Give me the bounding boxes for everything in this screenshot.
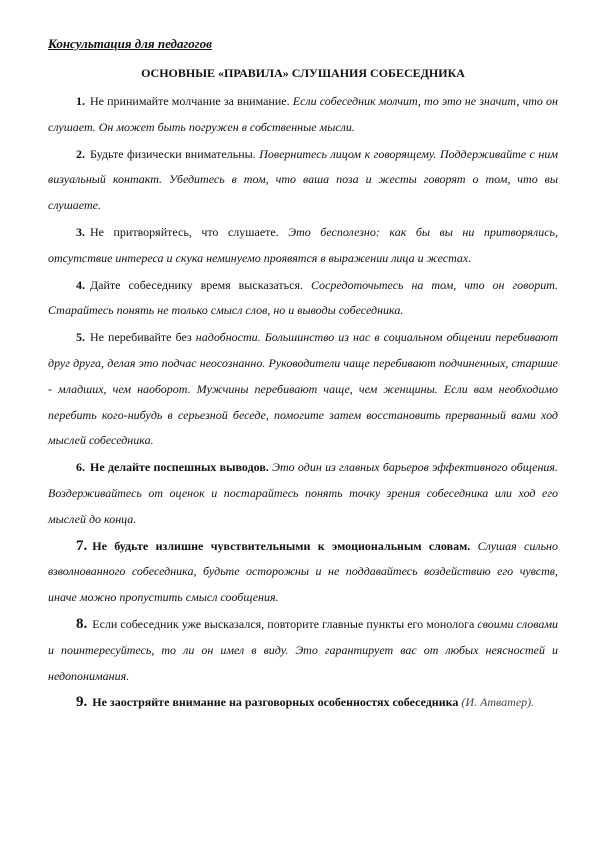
rule-8 (48, 612, 558, 689)
rule-number: 4. (76, 277, 85, 292)
rule-main-text: Не делайте поспешных выводов. (90, 460, 269, 475)
rule-number: 5. (76, 330, 85, 345)
rule-explanation: надобности. Большинство из нас в социальном общении перебивают друг друга, делая это подчас неосознанно. Руководители чаще перебивают подчиненных, старшие - младших, чем наоборот. Мужчины перебивают чаще, чем женщины. Если вам необходимо перебить кого-нибудь в серьезной беседе, помогите затем восстановить прерванный вами ход мыслей собеседника. (48, 330, 558, 448)
header: Консультация для педагогов (48, 36, 212, 51)
rule-main-text: Если собеседник уже высказался, повторите главные пункты его монолога (92, 616, 475, 631)
rule-3 (48, 220, 558, 272)
rule-explanation: Это бесполезно: как бы вы ни притворялись, отсутствие интереса и скука неминуемо проявятся в выражении лица и жестах. (48, 224, 559, 265)
rule-main-text: Дайте собеседнику время высказаться. (90, 277, 303, 292)
rule-explanation: Если собеседник молчит, то это не значит, что он слушает. Он может быть погружен в собственные мысли. (48, 94, 558, 134)
rule-main-text: Будьте физически внимательны. (90, 146, 256, 161)
rule-source: (И. Атватер). (461, 695, 535, 710)
rule-main-text: Не будьте излишне чувствительными к эмоциональным словам. (92, 538, 471, 553)
rule-4 (48, 273, 558, 325)
rule-number: 8. (76, 615, 88, 632)
rule-number: 1. (76, 94, 85, 108)
rule-explanation: Повернитесь лицом к говорящему. Поддерживайте с ним визуальный контакт. Убедитесь в том, что ваша поза и жесты говорят о том, что вы слушаете. (48, 146, 558, 213)
page-title: ОСНОВНЫЕ «ПРАВИЛА» СЛУШАНИЯ СОБЕСЕДНИКА (141, 66, 465, 80)
rule-2 (48, 142, 558, 219)
rule-explanation: Слушая сильно взволнованного собеседника, будьте осторожны и не поддавайтесь воздействию его чувств, иначе можно пропустить смысл сообщения. (48, 538, 558, 605)
rule-number: 6. (76, 460, 85, 475)
rule-number: 7. (76, 537, 88, 554)
rule-1 (48, 89, 558, 141)
rule-number: 2. (76, 146, 85, 161)
rule-explanation: Это один из главных барьеров эффективного общения. Воздерживайтесь от оценок и постарайтесь понять точку зрения собеседника или ход его мыслей до конца. (48, 460, 558, 526)
rule-explanation: Сосредоточьтесь на том, что он говорит. Старайтесь понять не только смысл слов, но и выводы собеседника. (48, 277, 559, 318)
rule-number: 9. (76, 694, 88, 711)
rule-main-text: Не притворяйтесь, что слушаете. (90, 224, 279, 239)
rule-main-text: Не перебивайте без (90, 330, 192, 345)
rule-7 (48, 534, 558, 611)
rule-main-text: Не принимайте молчание за внимание. (90, 94, 290, 108)
rule-9 (48, 690, 558, 716)
rule-number: 3. (76, 224, 85, 239)
rule-main-text: Не заостряйте внимание на разговорных особенностях собеседника (92, 695, 459, 710)
rule-5 (48, 325, 558, 454)
rule-6 (48, 455, 558, 532)
rule-explanation: своими словами и поинтересуйтесь, то ли он имел в виду. Это гарантирует вас от любых неясностей и недопонимания. (48, 616, 559, 683)
document-page (48, 36, 558, 717)
